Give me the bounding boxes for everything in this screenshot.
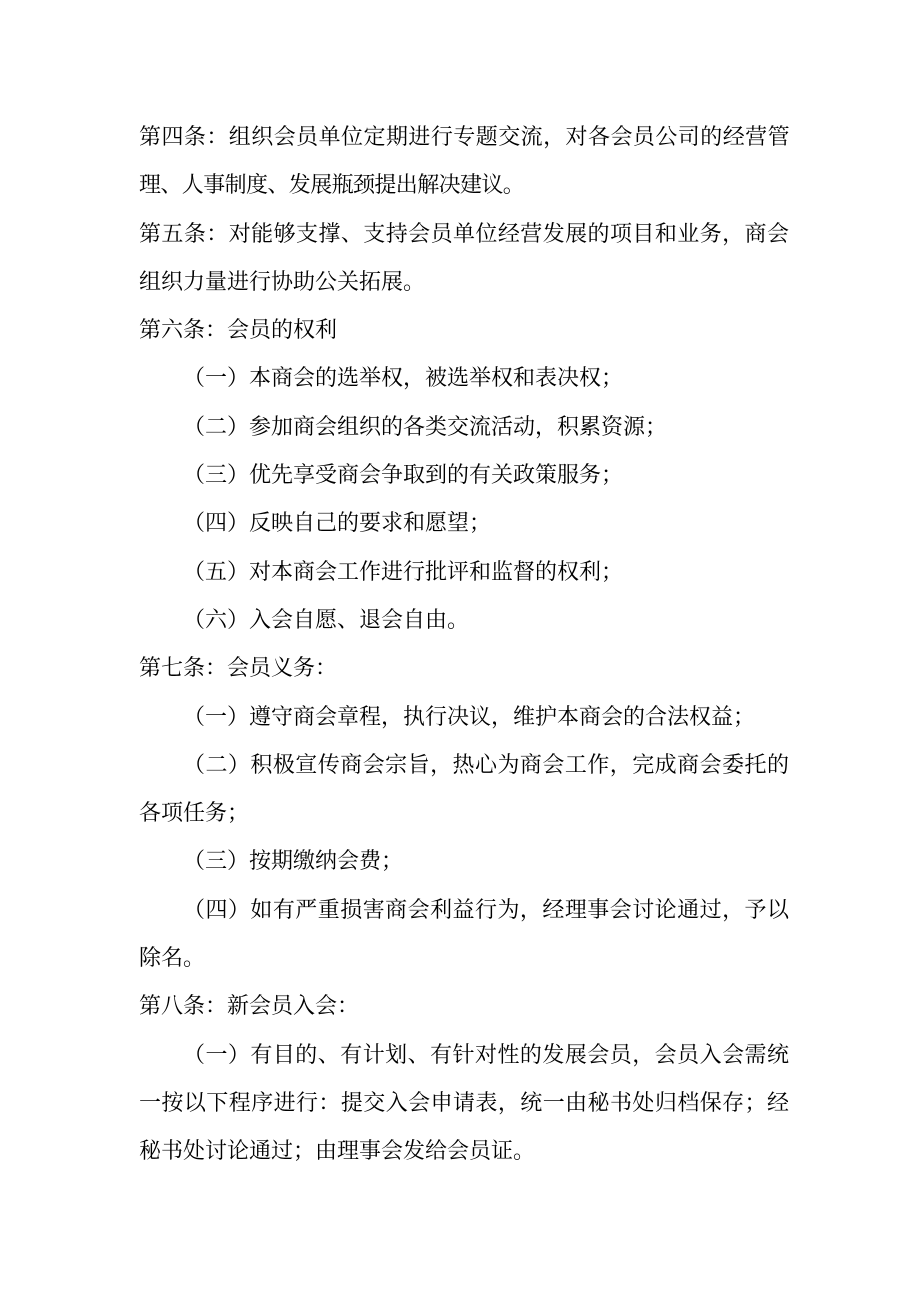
rights-item-6: （六）入会自愿、退会自由。	[183, 607, 470, 633]
duties-item-3: （三）按期缴纳会费；	[183, 849, 404, 875]
duties-item-2: （二）积极宣传商会宗旨，热心为商会工作，完成商会委托的各项任务；	[139, 752, 789, 827]
rights-item-5: （五）对本商会工作进行批评和监督的权利；	[183, 559, 624, 585]
article-8-title: 第八条：新会员入会：	[139, 994, 360, 1020]
duties-item-4: （四）如有严重损害商会利益行为，经理事会讨论通过，予以除名。	[139, 897, 789, 972]
rights-item-2: （二）参加商会组织的各类交流活动，积累资源；	[183, 414, 668, 440]
rights-item-1: （一）本商会的选举权，被选举权和表决权；	[183, 366, 624, 392]
rights-item-4: （四）反映自己的要求和愿望；	[183, 511, 492, 537]
new-member-item-1: （一）有目的、有计划、有针对性的发展会员，会员入会需统一按以下程序进行：提交入会申请表，统一由秘书处归档保存；经秘书处讨论通过；由理事会发给会员证。	[139, 1042, 789, 1165]
document-body	[139, 114, 789, 1177]
article-6-title: 第六条：会员的权利	[139, 318, 338, 344]
rights-item-3: （三）优先享受商会争取到的有关政策服务；	[183, 463, 624, 489]
duties-item-1: （一）遵守商会章程，执行决议，维护本商会的合法权益；	[183, 704, 756, 730]
article-7-title: 第七条：会员义务：	[139, 656, 338, 682]
article-4: 第四条：组织会员单位定期进行专题交流，对各会员公司的经营管理、人事制度、发展瓶颈提出解决建议。	[139, 125, 789, 199]
article-5: 第五条：对能够支撑、支持会员单位经营发展的项目和业务，商会组织力量进行协助公关拓展。	[139, 221, 789, 295]
